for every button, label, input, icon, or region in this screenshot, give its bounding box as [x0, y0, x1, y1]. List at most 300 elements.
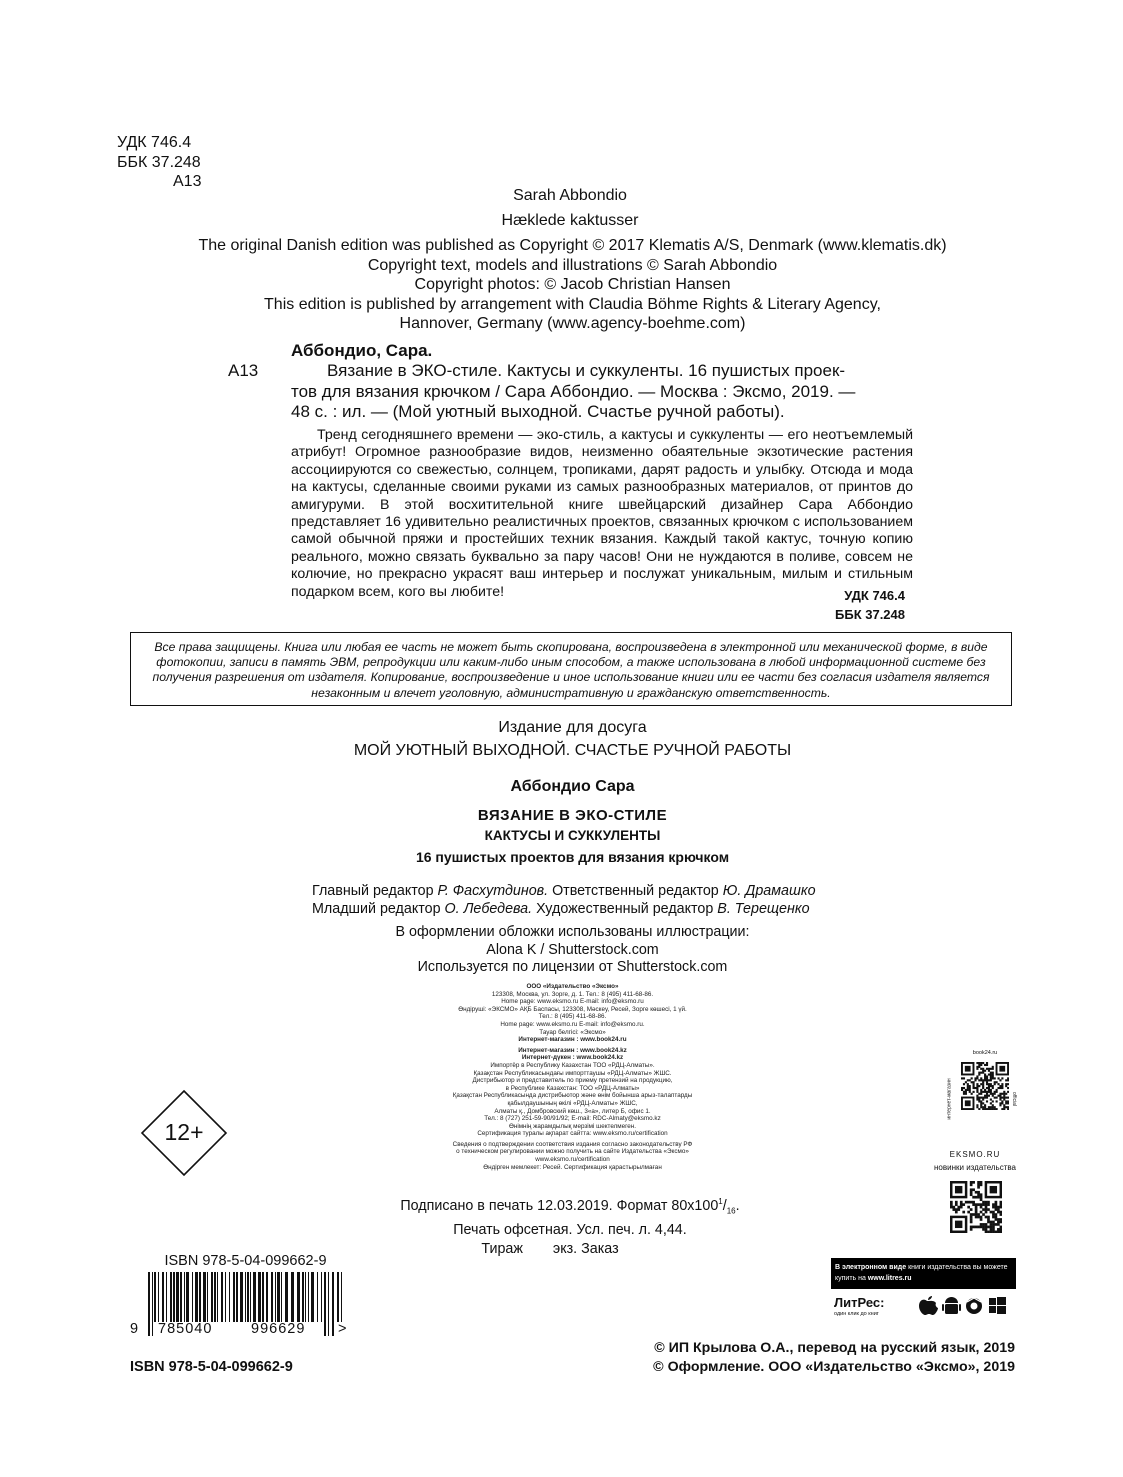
qr-module	[963, 1087, 965, 1089]
print-info: Подписано в печать 12.03.2019. Формат $80x100^1/_{16}$. Печать офсетная. Усл. печ. л. 4,44. Тираж экз. Заказ	[360, 1193, 780, 1258]
qr-module	[1000, 1201, 1002, 1204]
barcode-bar	[311, 1272, 314, 1322]
qr-module	[1000, 1228, 1002, 1231]
qr-module	[957, 1208, 960, 1211]
qr-module	[974, 1079, 976, 1081]
qr-module	[970, 1228, 973, 1231]
qr-module	[975, 1196, 978, 1199]
qr-module	[967, 1211, 970, 1214]
qr-module	[1007, 1079, 1009, 1081]
barcode-bar	[166, 1272, 167, 1322]
print-line2: Печать офсетная. Усл. печ. л. 4,44.	[453, 1222, 687, 1239]
qr-module	[982, 1228, 985, 1231]
qr-module	[994, 1108, 996, 1110]
cover-credit-line: В оформлении обложки использованы иллюстрации:	[395, 924, 750, 940]
qr-module	[965, 1201, 968, 1204]
qr-finder-core	[965, 1066, 971, 1072]
qr-module	[974, 1077, 976, 1079]
qr-module	[997, 1221, 1000, 1224]
qr-module	[980, 1064, 982, 1066]
barcode-bar	[277, 1272, 280, 1322]
edition-subtitle: КАКТУСЫ И СУККУЛЕНТЫ	[484, 828, 661, 843]
qr-module	[999, 1085, 1001, 1087]
litres-banner	[831, 1258, 1016, 1289]
qr-module	[960, 1206, 963, 1209]
qr-module	[1003, 1095, 1005, 1097]
qr-module	[990, 1102, 992, 1104]
qr-module	[988, 1089, 990, 1091]
barcode-bar	[262, 1272, 264, 1322]
qr-module	[999, 1098, 1001, 1100]
qr-module	[969, 1089, 971, 1091]
qr-module	[997, 1206, 1000, 1209]
barcode-bar	[186, 1272, 189, 1322]
qr-module	[971, 1093, 973, 1095]
qr-module	[977, 1216, 980, 1219]
qr-module	[1005, 1102, 1007, 1104]
qr-module	[986, 1097, 988, 1099]
qr-module	[960, 1201, 963, 1204]
qr-module	[987, 1203, 990, 1206]
qr-module	[1007, 1087, 1009, 1089]
isbn-bottom: ISBN 978-5-04-099662-9	[130, 1359, 293, 1375]
qr-module	[984, 1074, 986, 1076]
qr-module	[987, 1201, 990, 1204]
qr-module	[976, 1085, 978, 1087]
qr-module	[990, 1231, 993, 1233]
qr-module	[1000, 1203, 1002, 1206]
qr-module	[987, 1216, 990, 1219]
qr-module	[955, 1208, 958, 1211]
barcode-bar	[221, 1272, 223, 1322]
qr-module	[987, 1226, 990, 1229]
qr-module	[1005, 1097, 1007, 1099]
qr-module	[978, 1108, 980, 1110]
qr-module	[999, 1087, 1001, 1089]
qr-module	[1001, 1097, 1003, 1099]
qr-module	[955, 1211, 958, 1214]
qr-module	[982, 1081, 984, 1083]
qr-module	[970, 1181, 973, 1184]
qr-module	[985, 1201, 988, 1204]
qr-module	[967, 1083, 969, 1085]
barcode-bar	[291, 1272, 294, 1322]
qr-book24-top: book24.ru	[972, 1050, 998, 1056]
qr-module	[970, 1193, 973, 1196]
qr-module	[1001, 1102, 1003, 1104]
qr-module	[985, 1208, 988, 1211]
qr-module	[1003, 1108, 1005, 1110]
qr-module	[995, 1206, 998, 1209]
qr-module	[990, 1077, 992, 1079]
qr-module	[1003, 1091, 1005, 1093]
qr-code-icon	[961, 1062, 1009, 1110]
qr-module	[985, 1206, 988, 1209]
litres-tagline: один клик до книг	[834, 1311, 879, 1317]
qr-module	[988, 1108, 990, 1110]
qr-module	[1000, 1206, 1002, 1209]
qr-module	[974, 1087, 976, 1089]
qr-module	[1001, 1085, 1003, 1087]
qr-module	[997, 1228, 1000, 1231]
qr-module	[984, 1075, 986, 1077]
barcode-bar	[337, 1272, 339, 1322]
publisher-line: Интернет-дүкен : www.book24.kz	[521, 1054, 624, 1062]
qr-module	[972, 1203, 975, 1206]
qr-module	[978, 1066, 980, 1068]
qr-module	[975, 1203, 978, 1206]
qr-module	[986, 1077, 988, 1079]
qr-module	[992, 1095, 994, 1097]
qr-module	[985, 1231, 988, 1233]
qr-module	[980, 1181, 983, 1184]
publisher-line: Өнімнің жарамдылық мерзімі шектелмеген.	[508, 1122, 637, 1130]
qr-module	[978, 1064, 980, 1066]
qr-module	[982, 1097, 984, 1099]
litres-line1-b: книги издательства вы можете	[908, 1264, 1008, 1271]
barcode-bar	[229, 1272, 230, 1322]
qr-module	[980, 1068, 982, 1070]
qr-module	[950, 1206, 953, 1209]
qr-finder-core	[955, 1221, 962, 1228]
qr-module	[997, 1211, 1000, 1214]
qr-module	[982, 1072, 984, 1074]
qr-module	[978, 1085, 980, 1087]
qr-module	[976, 1095, 978, 1097]
qr-module	[980, 1100, 982, 1102]
barcode-bar	[308, 1272, 309, 1322]
qr-module	[1005, 1085, 1007, 1087]
qr-module	[995, 1201, 998, 1204]
age-rating-text: 12+	[164, 1119, 204, 1145]
qr-module	[972, 1226, 975, 1229]
qr-module	[980, 1193, 983, 1196]
qr-module	[969, 1085, 971, 1087]
qr-module	[997, 1095, 999, 1097]
qr-module	[1007, 1100, 1009, 1102]
qr-module	[1001, 1100, 1003, 1102]
qr-module	[984, 1104, 986, 1106]
qr-module	[984, 1097, 986, 1099]
qr-module	[984, 1070, 986, 1072]
qr-module	[970, 1226, 973, 1229]
qr-module	[977, 1226, 980, 1229]
qr-module	[986, 1093, 988, 1095]
qr-module	[982, 1068, 984, 1070]
qr-module	[976, 1091, 978, 1093]
qr-module	[980, 1216, 983, 1219]
qr-module	[978, 1098, 980, 1100]
qr-module	[955, 1201, 958, 1204]
qr-module	[972, 1181, 975, 1184]
original-line: Copyright photos: © Jacob Christian Hansen	[414, 276, 731, 293]
publisher-line: Дистрибьютор и представитель по приему претензий на продукцию,	[472, 1077, 673, 1085]
order-label: экз. Заказ	[552, 1240, 619, 1257]
qr-module	[976, 1062, 978, 1064]
isbn-top: ISBN 978-5-04-099662-9	[164, 1253, 327, 1269]
classification	[117, 133, 257, 192]
barcode-bar	[245, 1272, 246, 1322]
qr-module	[1003, 1106, 1005, 1108]
qr-module	[982, 1223, 985, 1226]
qr-module	[994, 1091, 996, 1093]
qr-module	[988, 1068, 990, 1070]
copyright-line: © Оформление. ООО «Издательство «Эксмо», 2019	[653, 1358, 1015, 1375]
qr-module	[985, 1203, 988, 1206]
qr-module	[972, 1196, 975, 1199]
qr-module	[984, 1079, 986, 1081]
litres-logo: ЛитРес:	[834, 1295, 885, 1310]
qr-module	[977, 1213, 980, 1216]
qr-module	[970, 1216, 973, 1219]
qr-module	[976, 1098, 978, 1100]
qr-module	[961, 1077, 963, 1079]
barcode-bar	[170, 1272, 172, 1322]
qr-module	[963, 1077, 965, 1079]
qr-module	[990, 1091, 992, 1093]
qr-module	[1003, 1093, 1005, 1095]
qr-module	[970, 1213, 973, 1216]
eksmo-caption: новинки издательства	[934, 1163, 1016, 1172]
qr-module	[992, 1077, 994, 1079]
qr-module	[960, 1203, 963, 1206]
qr-module	[990, 1085, 992, 1087]
qr-module	[976, 1077, 978, 1079]
catalog-bbk: ББК 37.248	[835, 607, 905, 622]
barcode-bar	[162, 1272, 164, 1322]
qr-module	[988, 1087, 990, 1089]
qr-module	[978, 1093, 980, 1095]
qr-module	[982, 1083, 984, 1085]
qr-code-icon	[950, 1181, 1002, 1233]
qr-module	[995, 1218, 998, 1221]
windows-icon	[989, 1297, 1006, 1314]
qr-module	[1000, 1221, 1002, 1224]
qr-module	[992, 1093, 994, 1095]
barcode-bar	[225, 1272, 226, 1322]
isbn-digit-group2: 996629	[251, 1321, 306, 1337]
publisher-line: Интернет-магазин : www.book24.ru	[518, 1036, 627, 1044]
qr-module	[975, 1211, 978, 1214]
barcode-bar	[217, 1272, 218, 1322]
qr-module	[986, 1075, 988, 1077]
qr-module	[992, 1223, 995, 1226]
original-line: The original Danish edition was published as Copyright © 2017 Klematis A/S, Denmark (www.klematis.dk)	[198, 237, 947, 254]
barcode-bar	[236, 1272, 238, 1322]
barcode-bar	[297, 1272, 300, 1322]
qr-module	[990, 1221, 993, 1224]
qr-module	[986, 1091, 988, 1093]
qr-module	[1001, 1093, 1003, 1095]
edition-series: МОЙ УЮТНЫЙ ВЫХОДНОЙ. СЧАСТЬЕ РУЧНОЙ РАБОТЫ	[353, 742, 792, 759]
qr-module	[980, 1198, 983, 1201]
qr-module	[955, 1203, 958, 1206]
qr-module	[980, 1183, 983, 1186]
qr-module	[967, 1201, 970, 1204]
barcode-bar	[328, 1272, 329, 1336]
qr-module	[990, 1223, 993, 1226]
qr-finder-core	[999, 1066, 1005, 1072]
publisher-line: Тел.: 8 (495) 411-68-86.	[538, 1013, 607, 1021]
qr-module	[982, 1201, 985, 1204]
barcode-bar	[192, 1272, 193, 1322]
qr-module	[994, 1077, 996, 1079]
litres-line1-a: В электронном виде	[835, 1264, 909, 1271]
qr-module	[990, 1068, 992, 1070]
qr-module	[984, 1064, 986, 1066]
qr-module	[992, 1203, 995, 1206]
qr-module	[982, 1213, 985, 1216]
qr-module	[967, 1087, 969, 1089]
qr-module	[1007, 1077, 1009, 1079]
barcode-bar	[258, 1272, 261, 1322]
qr-module	[990, 1072, 992, 1074]
qr-module	[984, 1108, 986, 1110]
qr-module	[976, 1083, 978, 1085]
qr-module	[978, 1072, 980, 1074]
barcode-bar	[240, 1272, 243, 1322]
publisher-line: Өндіруші: «ЭКСМО» АҚБ Баспасы, 123308, Мәскеу, Ресей, Зорге көшесі, 1 үй.	[458, 1005, 687, 1013]
qr-module	[992, 1072, 994, 1074]
barcode-bar	[173, 1272, 175, 1322]
qr-module	[992, 1104, 994, 1106]
qr-module	[986, 1095, 988, 1097]
cover-credits	[330, 924, 815, 977]
litres-line2-a: купить на	[835, 1275, 868, 1282]
store-icons	[917, 1295, 1012, 1317]
qr-module	[1000, 1211, 1002, 1214]
publisher-line: Қазақстан Республикасындағы импорттаушы «РДЦ-Алматы» ЖШС.	[473, 1069, 672, 1077]
publisher-line: Тауар белгісі: «Эксмо»	[539, 1028, 606, 1036]
publisher-line: Қазақстан Республикасында дистрибьютор және өнім бойынша арыз-талаптарды	[452, 1092, 693, 1100]
publisher-line: Сертификация туралы ақпарат сайтта: www.eksmo.ru/certification	[477, 1130, 668, 1138]
qr-module	[965, 1091, 967, 1093]
qr-module	[977, 1183, 980, 1186]
catalog-heading: Аббондио, Сара.	[291, 341, 433, 360]
qr-module	[985, 1216, 988, 1219]
qr-module	[976, 1075, 978, 1077]
art-editor-label: Художественный редактор	[532, 900, 718, 917]
isbn-digit-first: 9	[130, 1321, 139, 1337]
qr-module	[996, 1089, 998, 1091]
qr-module	[982, 1108, 984, 1110]
qr-module	[982, 1208, 985, 1211]
qr-module	[980, 1223, 983, 1226]
original-author: Sarah Abbondio	[513, 187, 627, 204]
qr-module	[988, 1083, 990, 1085]
qr-module	[973, 1085, 975, 1087]
qr-module	[992, 1221, 995, 1224]
qr-module	[988, 1079, 990, 1081]
qr-finder-core	[990, 1186, 997, 1193]
qr-module	[965, 1089, 967, 1091]
publisher-line: www.eksmo.ru/certification	[535, 1156, 610, 1164]
qr-module	[976, 1104, 978, 1106]
barcode-bar	[233, 1272, 235, 1322]
qr-module	[986, 1087, 988, 1089]
qr-module	[1007, 1091, 1009, 1093]
qr-module	[990, 1106, 992, 1108]
qr-module	[976, 1106, 978, 1108]
catalog-udk: УДК 746.4	[844, 588, 905, 603]
barcode-bar	[180, 1272, 182, 1322]
annotation-text: Тренд сегодняшнего времени — эко-стиль, а кактусы и суккуленты — его неотъемлемый атрибут! Огромное разнообразие видов, неизменно обаятельные экзотические растения ассоциируются со свежестью, солнцем, тропиками, дарят радость и улыбку. Отсюда и мода на кактусы, сделанные своими руками из самых разнообразных материалов, от принтов до амигуруми. В этой восхитительной книге швейцарский дизайнер Сара Аббондио представляет 16 удивительно реалистичных проектов, связанных крючком с использованием самой обычной пряжи и простейших техник вязания. Каждый такой кактус, точную копию реального, можно связать буквально за пару часов! Они не нуждаются в поливе, совсем не колючие, но прекрасно украсят ваш интерьер и послужат уникальным, милым и стильным подарком всем, кого вы любите!	[291, 427, 913, 600]
qr-module	[994, 1106, 996, 1108]
qr-module	[965, 1093, 967, 1095]
qr-module	[973, 1091, 975, 1093]
barcode-bar	[158, 1272, 159, 1322]
isbn-digit-end: >	[338, 1321, 347, 1337]
edition-author: Аббондио Сара	[510, 778, 635, 795]
qr-module	[972, 1188, 975, 1191]
barcode-bar	[247, 1272, 249, 1322]
barcode-bar	[341, 1272, 342, 1322]
qr-module	[990, 1226, 993, 1229]
qr-module	[992, 1106, 994, 1108]
qr-module	[969, 1087, 971, 1089]
barcode-bar	[275, 1272, 276, 1322]
qr-module	[1003, 1098, 1005, 1100]
qr-module	[992, 1075, 994, 1077]
qr-module	[988, 1070, 990, 1072]
qr-module	[982, 1203, 985, 1206]
publisher-line: Өндірген мемлекет: Ресей. Сертификация қарастырылмаған	[483, 1163, 662, 1171]
edition-subtitle2: 16 пушистых проектов для вязания крючком	[415, 849, 730, 865]
qr-module	[972, 1213, 975, 1216]
barcode-bar	[184, 1272, 185, 1322]
barcode-bar	[203, 1272, 206, 1322]
qr-module	[980, 1072, 982, 1074]
qr-module	[975, 1213, 978, 1216]
resp-editor-label: Ответственный редактор	[548, 883, 723, 899]
qr-module	[963, 1083, 965, 1085]
qr-module	[992, 1087, 994, 1089]
qr-module	[994, 1093, 996, 1095]
qr-module	[1007, 1097, 1009, 1099]
qr-module	[985, 1228, 988, 1231]
qr-module	[999, 1102, 1001, 1104]
format-fraction-den: 16	[726, 1206, 736, 1216]
barcode-bar	[324, 1272, 326, 1336]
qr-module	[980, 1196, 983, 1199]
qr-module	[995, 1231, 998, 1233]
qr-module	[996, 1081, 998, 1083]
qr-module	[997, 1208, 1000, 1211]
qr-module	[1007, 1083, 1009, 1085]
qr-module	[980, 1077, 982, 1079]
qr-module	[969, 1091, 971, 1093]
apple-icon	[919, 1296, 938, 1315]
qr-module	[952, 1208, 955, 1211]
qr-module	[1000, 1231, 1002, 1233]
barcode-bar	[305, 1272, 306, 1322]
qr-module	[967, 1079, 969, 1081]
barcode-bar	[253, 1272, 256, 1322]
eksmo-site: EKSMO.RU	[949, 1150, 1001, 1159]
isbn-barcode	[128, 1253, 353, 1353]
qr-module	[978, 1079, 980, 1081]
catalog-line: тов для вязания крючком / Сара Аббондио. — Москва : Эксмо, 2019. —	[291, 381, 856, 401]
qr-module	[997, 1231, 1000, 1233]
qr-module	[978, 1074, 980, 1076]
barcode-bar	[317, 1272, 318, 1322]
qr-module	[1001, 1108, 1003, 1110]
qr-module	[982, 1106, 984, 1108]
qr-module	[969, 1079, 971, 1081]
qr-module	[999, 1104, 1001, 1106]
qr-module	[970, 1208, 973, 1211]
catalog-line: 48 с. : ил. — (Мой уютный выходной. Счастье ручной работы).	[291, 402, 785, 421]
